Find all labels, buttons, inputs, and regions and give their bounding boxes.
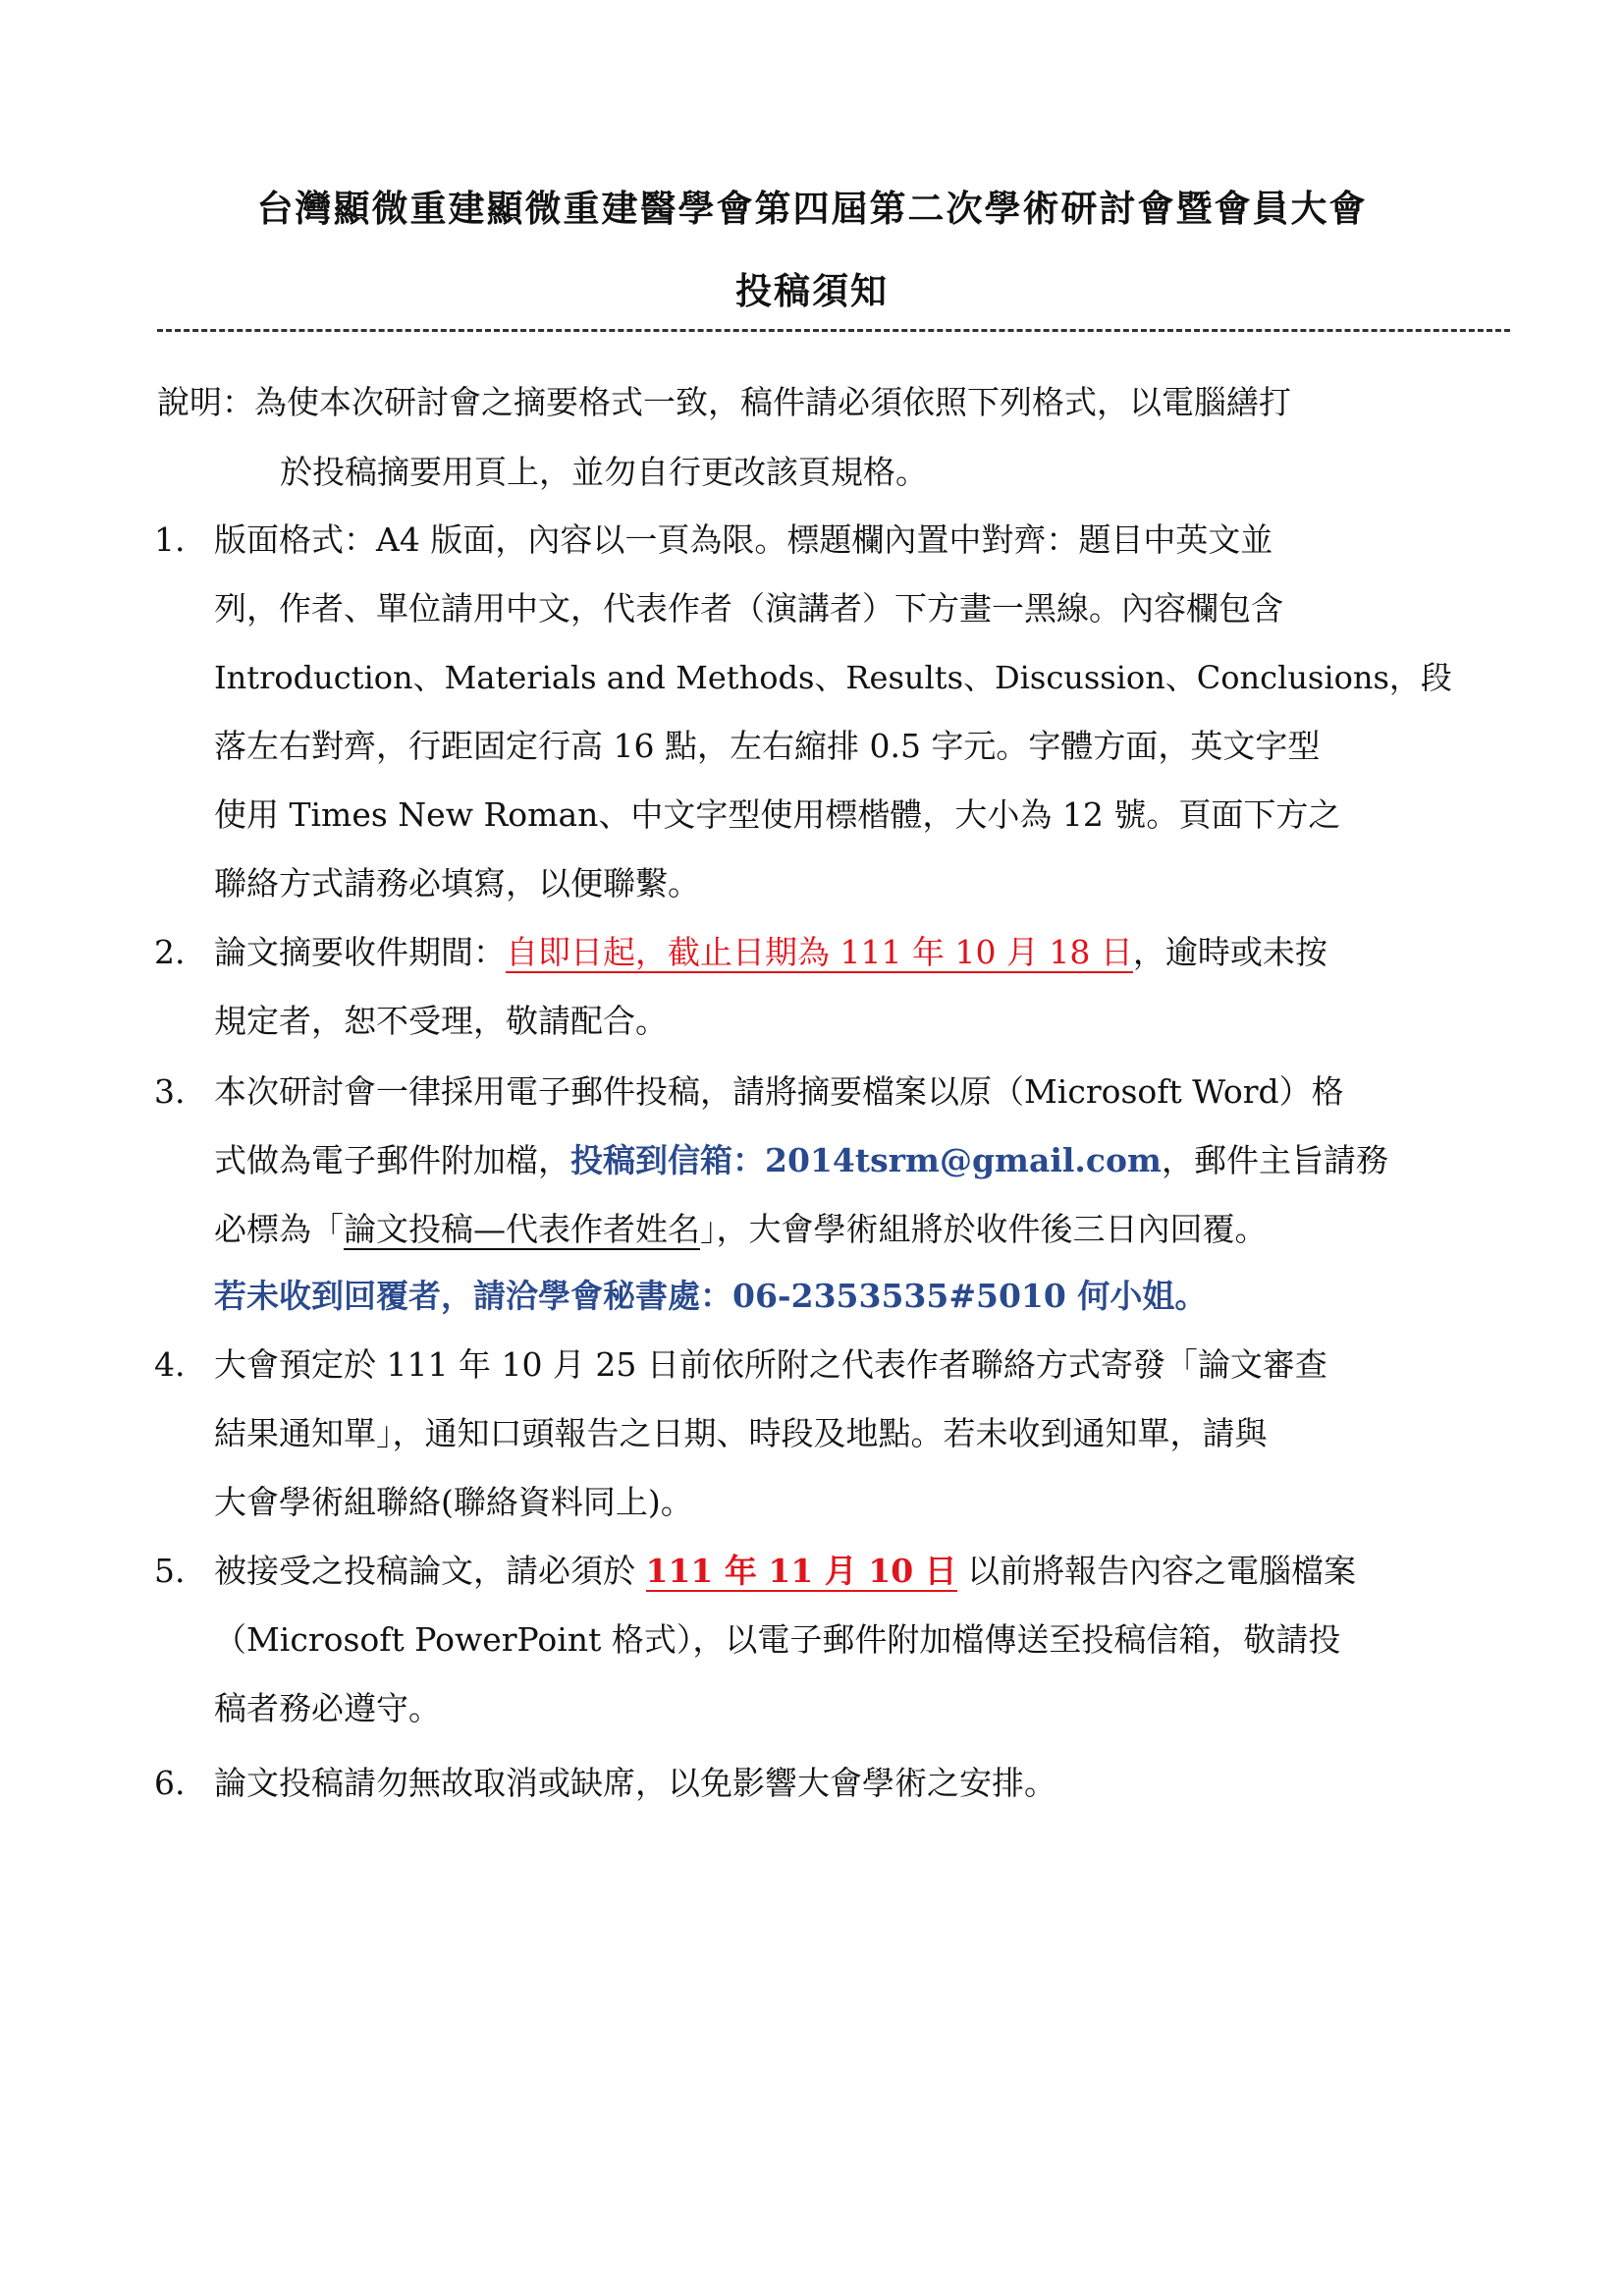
item-text: 聯絡方式請務必填寫，以便聯繫。 — [214, 864, 700, 902]
item-text-segment: 」，大會學術組將於收件後三日內回覆。 — [700, 1210, 1268, 1248]
item-text-segment: ，逾時或未按 — [1132, 933, 1327, 971]
item-text-segment: 被接受之投稿論文，請必須於 — [214, 1552, 646, 1590]
item-number: 2. — [154, 933, 186, 971]
item-number: 5. — [154, 1552, 186, 1590]
item-number: 1. — [154, 520, 186, 559]
item-text: （Microsoft PowerPoint 格式），以電子郵件附加檔傳送至投稿信箱，敬請投 — [214, 1620, 1341, 1659]
deadline-highlight: 自即日起，截止日期為 111 年 10 月 18 日 — [506, 933, 1133, 971]
item-text: 結果通知單」，通知口頭報告之日期、時段及地點。若未收到通知單，請與 — [214, 1414, 1268, 1452]
item-text: Introduction、Materials and Methods、Results、Discussion、Conclusions，段 — [214, 659, 1452, 696]
contact-info: 若未收到回覆者，請洽學會秘書處：06-2353535#5010 何小姐。 — [214, 1277, 1208, 1315]
item-number: 6. — [154, 1764, 186, 1802]
item-text: 本次研討會一律採用電子郵件投稿，請將摘要檔案以原（Microsoft Word）格 — [214, 1072, 1344, 1111]
item-number: 3. — [154, 1072, 186, 1111]
item-text-segment: 式做為電子郵件附加檔， — [214, 1141, 570, 1179]
intro-line: 於投稿摘要用頁上，並勿自行更改該頁規格。 — [280, 453, 928, 491]
item-text: 論文投稿請勿無故取消或缺席，以免影響大會學術之安排。 — [214, 1764, 1056, 1802]
item-text-segment: 論文摘要收件期間： — [214, 933, 506, 971]
item-text: 大會預定於 111 年 10 月 25 日前依所附之代表作者聯絡方式寄發「論文審查 — [214, 1345, 1327, 1384]
item-text: 落左右對齊，行距固定行高 16 點，左右縮排 0.5 字元。字體方面，英文字型 — [214, 727, 1321, 765]
item-text: 規定者，恕不受理，敬請配合。 — [214, 1002, 668, 1040]
item-text — [214, 1139, 1388, 1182]
item-text — [214, 1550, 1356, 1593]
item-number: 4. — [154, 1345, 186, 1384]
page-title: 台灣顯微重建顯微重建醫學會第四屆第二次學術研討會暨會員大會 — [256, 188, 1368, 230]
dashed-divider — [157, 329, 1510, 332]
email-subject-format: 論文投稿—代表作者姓名 — [344, 1210, 700, 1248]
page-subtitle: 投稿須知 — [735, 270, 889, 312]
item-text: 大會學術組聯絡(聯絡資料同上)。 — [214, 1483, 693, 1521]
item-text: 列，作者、單位請用中文，代表作者（演講者）下方畫一黑線。內容欄包含 — [214, 589, 1283, 628]
item-text: 稿者務必遵守。 — [214, 1689, 441, 1727]
deadline-highlight: 111 年 11 月 10 日 — [645, 1552, 957, 1590]
item-text — [214, 931, 1327, 974]
item-text-segment: 以前將報告內容之電腦檔案 — [956, 1552, 1357, 1590]
item-text-segment: 必標為「 — [214, 1210, 344, 1248]
item-text-segment: ，郵件主旨請務 — [1161, 1141, 1388, 1179]
item-text: 版面格式：A4 版面，內容以一頁為限。標題欄內置中對齊：題目中英文並 — [214, 520, 1273, 559]
item-text: 使用 Times New Roman、中文字型使用標楷體，大小為 12 號。頁面下方之 — [214, 795, 1341, 834]
item-text — [214, 1208, 1268, 1251]
submission-email[interactable]: 投稿到信箱：2014tsrm@gmail.com — [570, 1141, 1162, 1179]
intro-line: 說明：為使本次研討會之摘要格式一致，稿件請必須依照下列格式，以電腦繕打 — [157, 383, 1291, 421]
